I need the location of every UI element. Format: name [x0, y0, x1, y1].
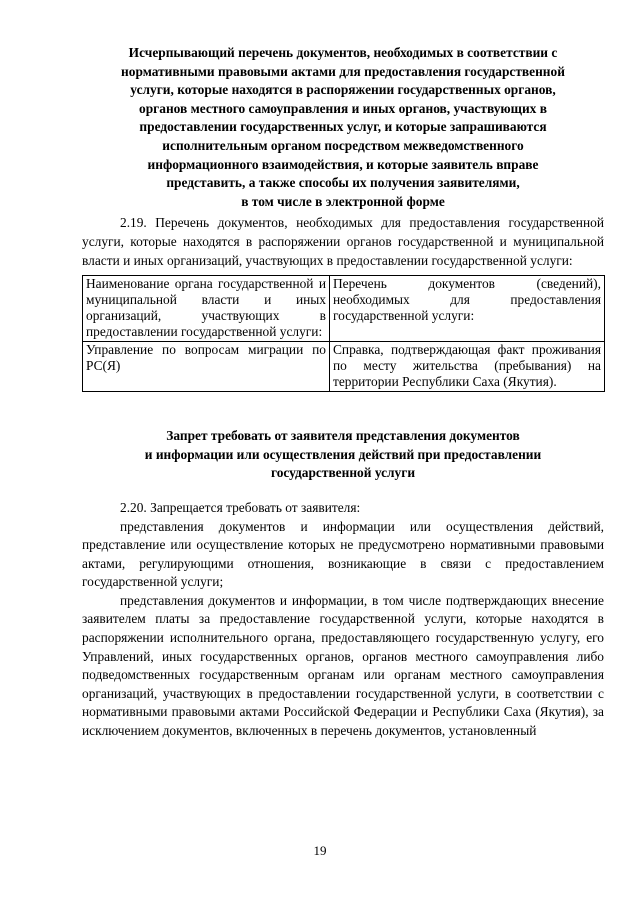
section-heading-prohibition [82, 427, 604, 483]
page-number: 19 [313, 843, 327, 858]
table-cell-organ: Управление по вопросам миграции по РС(Я) [83, 342, 330, 392]
heading-line: услуги, которые находятся в распоряжении государственных органов, [130, 82, 556, 98]
heading-line: информационного взаимодействия, и которые заявитель вправе [147, 156, 539, 172]
heading-line: Исчерпывающий перечень документов, необходимых в соответствии с [128, 45, 558, 60]
paragraph-2-20-item: представления документов и информации или осуществления действий, представление или осуществление которых не предусмотрено нормативными правовыми актами, регулирующими отношения, возникающие в связи с предоставлением государственной услуги; [82, 518, 604, 590]
heading-line: органов местного самоуправления и иных органов, участвующих в [139, 100, 547, 116]
table-row [83, 342, 605, 392]
paragraph-2-20-intro: 2.20. Запрещается требовать от заявителя: [120, 499, 361, 515]
section-heading-documents [82, 44, 604, 211]
table-header-cell-organ: Наименование органа государственной и муниципальной власти и иных организаций, участвующих в предоставлении государственной услуги: [83, 276, 330, 342]
paragraph-2-20-item: представления документов и информации, в том числе подтверждающих внесение заявителем платы за предоставление государственной услуги, которые находятся в распоряжении исполнительного органа, предоставляющего государственную услугу, его Управлений, иных государственных органов, органов местного самоуправления либо подведомственных государственным органам или органам местного самоуправления организаций, участвующих в предоставлении государственной услуги, в соответствии с нормативными правовыми актами Российской Федерации и Республики Саха (Якутия), за исключением документов, включенных в перечень документов, установленный [82, 592, 604, 739]
heading-line: государственной услуги [270, 465, 416, 481]
document-page [82, 44, 604, 741]
table-header-row [83, 276, 605, 342]
paragraph-2-19: 2.19. Перечень документов, необходимых для предоставления государственной услуги, которые находятся в распоряжении органов государственной и муниципальной власти и иных организаций, участвующих в предоставлении государственной услуги: [82, 215, 604, 268]
heading-line: в том числе в электронной форме [241, 193, 445, 209]
documents-table [82, 275, 605, 392]
heading-line: Запрет требовать от заявителя представления документов [166, 428, 520, 444]
heading-line: представить, а также способы их получения заявителями, [166, 175, 520, 191]
heading-line: исполнительным органом посредством межведомственного [162, 137, 524, 153]
heading-line: предоставлении государственных услуг, и которые запрашиваются [139, 119, 547, 135]
heading-line: нормативными правовыми актами для предоставления государственной [121, 63, 565, 79]
table-header-cell-documents: Перечень документов (сведений), необходимых для предоставления государственной услуги: [330, 276, 605, 342]
table-cell-document: Справка, подтверждающая факт проживания по месту жительства (пребывания) на территории Республики Саха (Якутия). [330, 342, 605, 392]
heading-line: и информации или осуществления действий при предоставлении [144, 446, 542, 462]
